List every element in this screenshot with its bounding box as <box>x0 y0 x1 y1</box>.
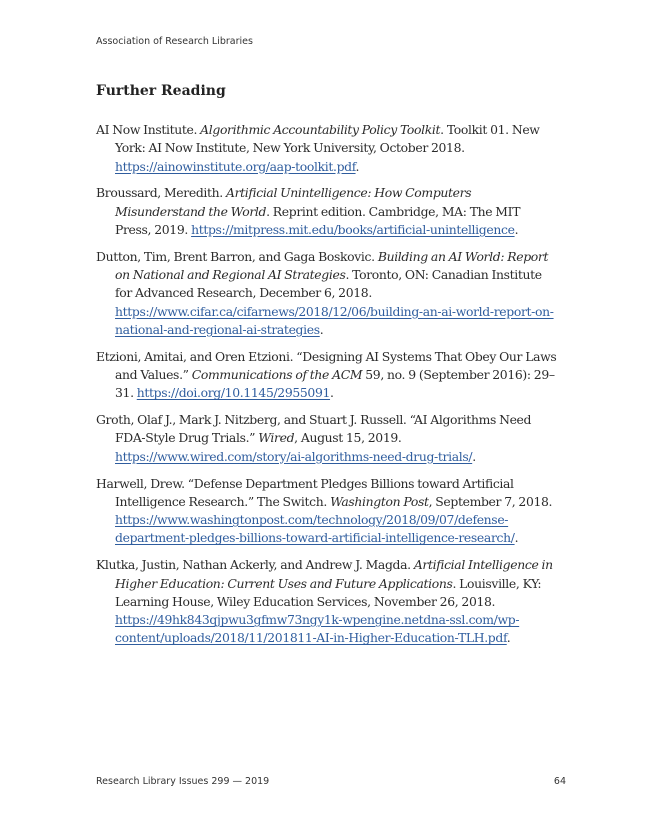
reference-link[interactable]: https://www.washingtonpost.com/technology/2018/09/07/defense-department-pledges-billions-toward-artificial-intelligence-research/ <box>115 512 515 546</box>
reference-details: . Louisville, KY: Learning House, Wiley Education Services, November 26, 2018. <box>115 575 542 609</box>
reference-details: 59, no. 9 (September 2016): 29–31. <box>115 367 555 401</box>
reference-item <box>96 556 558 647</box>
reference-authors: Groth, Olaf J., Mark J. Nitzberg, and Stuart J. Russell. “AI Algorithms Need FDA-Style Drug Trials.” <box>96 412 532 446</box>
reference-end: . <box>330 385 334 401</box>
reference-end: . <box>472 448 476 464</box>
reference-title: Artificial Intelligence in Higher Education: Current Uses and Future Applications <box>115 557 553 591</box>
reference-title: Algorithmic Accountability Policy Toolkit <box>200 122 441 137</box>
reference-details: . Toronto, ON: Canadian Institute for Advanced Research, December 6, 2018. <box>115 267 542 301</box>
reference-item <box>96 248 558 339</box>
reference-title: Building an AI World: Report on National and Regional AI Strategies <box>115 248 549 283</box>
reference-end: . <box>319 321 324 337</box>
running-head: Association of Research Libraries <box>96 36 253 47</box>
reference-end: . <box>514 221 519 237</box>
page-footer <box>96 776 566 787</box>
reference-link[interactable]: https://doi.org/10.1145/2955091 <box>136 385 331 401</box>
reference-item <box>96 411 558 466</box>
footer-publication: Research Library Issues 299 — 2019 <box>96 776 270 787</box>
reference-title: Washington Post <box>330 493 429 509</box>
reference-end: . <box>514 530 519 546</box>
page-number: 64 <box>553 776 566 787</box>
reference-authors: AI Now Institute. <box>96 122 201 137</box>
reference-end: . <box>506 630 511 646</box>
reference-link[interactable]: https://mitpress.mit.edu/books/artificial-unintelligence <box>191 221 515 237</box>
reference-item <box>96 121 558 176</box>
reference-link[interactable]: https://ainowinstitute.org/aap-toolkit.pdf <box>115 158 356 174</box>
reference-authors: Etzioni, Amitai, and Oren Etzioni. “Designing AI Systems That Obey Our Laws and Values.” <box>96 348 557 383</box>
reference-link[interactable]: https://www.wired.com/story/ai-algorithms-need-drug-trials/ <box>115 448 473 464</box>
reference-item <box>96 348 558 403</box>
reference-details: . Toolkit 01. New York: AI Now Institute, New York University, October 2018. <box>115 122 540 156</box>
reference-title: Wired <box>258 430 295 446</box>
reference-end: . <box>355 158 360 174</box>
reference-list <box>96 121 558 656</box>
reference-authors: Harwell, Drew. “Defense Department Pledges Billions toward Artificial Intelligence Research.” The Switch. <box>96 475 514 509</box>
reference-authors: Klutka, Justin, Nathan Ackerly, and Andrew J. Magda. <box>96 557 414 573</box>
reference-item <box>96 475 558 548</box>
reference-details: , September 7, 2018. <box>428 493 553 509</box>
reference-link[interactable]: https://49hk843qjpwu3gfmw73ngy1k-wpengine.netdna-ssl.com/wp-content/uploads/2018/11/201811-AI-in-Higher-Education-TLH.pdf <box>115 612 520 646</box>
reference-details: , August 15, 2019. <box>294 430 402 446</box>
section-title: Further Reading <box>96 83 226 99</box>
reference-title: Communications of the ACM <box>191 367 363 383</box>
reference-title: Artificial Unintelligence: How Computers Misunderstand the World <box>115 185 472 219</box>
reference-details: . Reprint edition. Cambridge, MA: The MIT Press, 2019. <box>115 203 521 237</box>
reference-authors: Broussard, Meredith. <box>96 185 226 201</box>
reference-item <box>96 184 558 239</box>
reference-link[interactable]: https://www.cifar.ca/cifarnews/2018/12/06/building-an-ai-world-report-on-national-and-regional-ai-strategies <box>115 303 554 337</box>
reference-authors: Dutton, Tim, Brent Barron, and Gaga Boskovic. <box>96 248 378 264</box>
